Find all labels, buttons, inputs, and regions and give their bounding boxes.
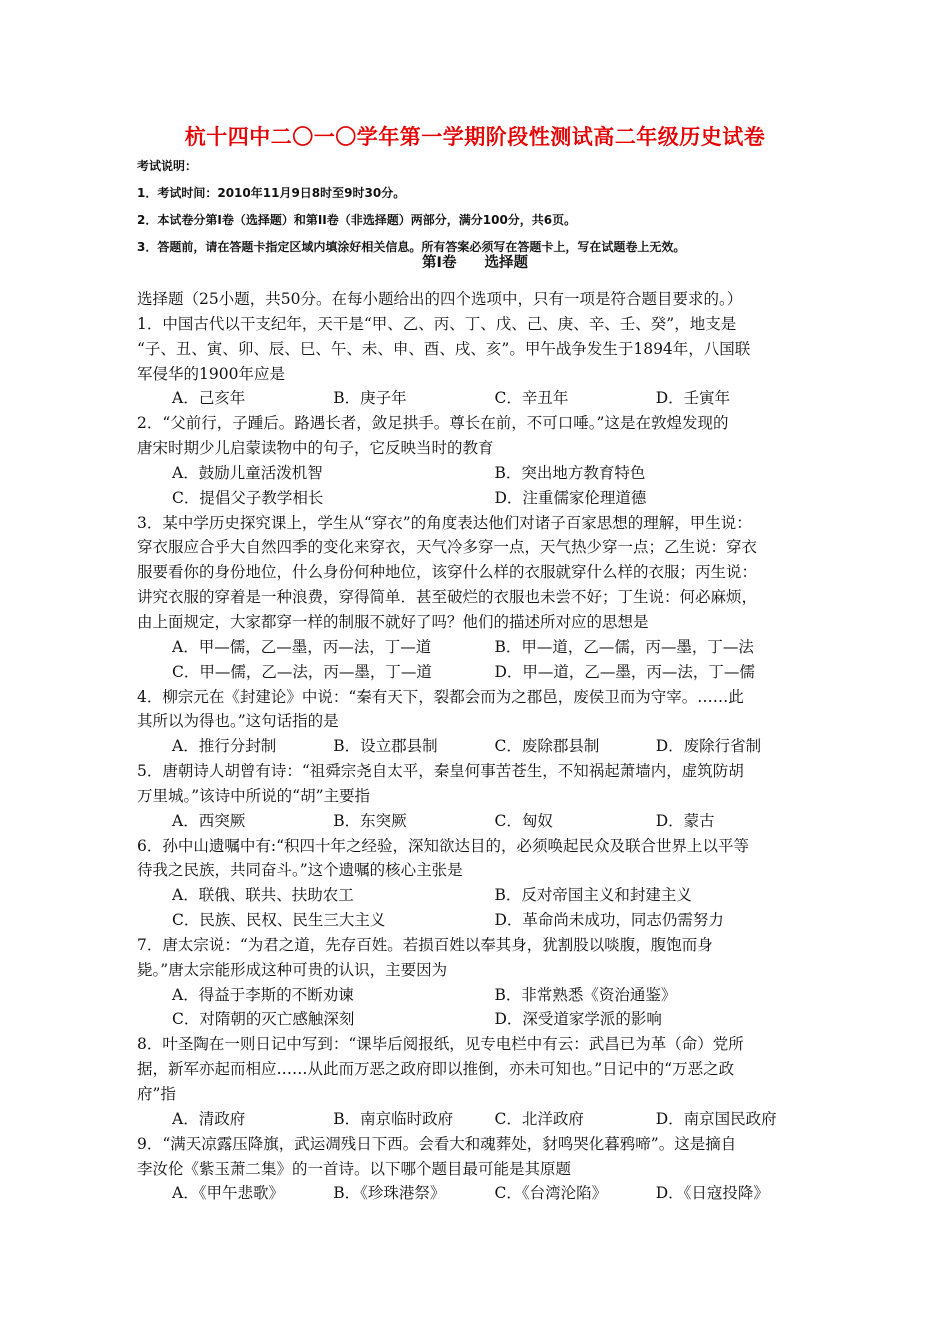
- answer-option: D．南京国民政府: [655, 1109, 777, 1128]
- instruction-item: 1．考试时间：2010年11月9日8时至9时30分。: [137, 186, 406, 200]
- answer-option: C．废除郡县制: [494, 737, 600, 756]
- question-text-line: 5．唐朝诗人胡曾有诗：“祖舜宗尧自太平，秦皇何事苦苍生，不知祸起萧墙内，虚筑防胡: [137, 762, 744, 781]
- question-7: [137, 933, 817, 1032]
- answer-option: A．联俄、联共、扶助农工: [172, 886, 354, 905]
- answer-option: C．北洋政府: [494, 1109, 584, 1128]
- question-text-line: 其所以为得也。”这句话指的是: [137, 712, 339, 731]
- options-row: [137, 486, 817, 511]
- answer-option: B．《珍珠港祭》: [333, 1184, 446, 1203]
- answer-option: A．西突厥: [172, 811, 246, 830]
- answer-option: B．突出地方教育特色: [494, 463, 646, 482]
- question-text-line: 李汝伦《紫玉萧二集》的一首诗。以下哪个题目最可能是其原题: [137, 1159, 572, 1178]
- instructions-header: 考试说明：: [137, 159, 198, 173]
- answer-option: D．革命尚未成功，同志仍需努力: [494, 911, 724, 930]
- questions-body: [137, 287, 817, 1206]
- answer-option: C．甲—儒，乙—法，丙—墨，丁—道: [172, 662, 432, 681]
- question-text-line: 讲究衣服的穿着是一种浪费，穿得简单．甚至破烂的衣服也未尝不好；丁生说：何必麻烦，: [137, 588, 758, 607]
- question-1: [137, 312, 817, 411]
- question-text-line: 待我之民族，共同奋斗。”这个遗嘱的核心主张是: [137, 861, 463, 880]
- question-text-line: 7．唐太宗说：“为君之道，先存百姓。若损百姓以奉其身，犹割股以啖腹，腹饱而身: [137, 935, 713, 954]
- answer-option: C．《台湾沦陷》: [494, 1184, 608, 1203]
- options-row: [137, 908, 817, 933]
- question-5: [137, 759, 817, 834]
- section-heading: [0, 251, 950, 272]
- answer-option: D．《日寇投降》: [655, 1184, 769, 1203]
- answer-option: C．提倡父子教学相长: [172, 488, 324, 507]
- question-6: [137, 834, 817, 933]
- exam-instructions: [137, 153, 837, 261]
- question-text-line: 服要看你的身份地位，什么身份何种地位，该穿什么样的衣服就穿什么样的衣服；丙生说：: [137, 563, 758, 582]
- answer-option: D．蒙古: [655, 811, 715, 830]
- options-row: [137, 660, 817, 685]
- answer-option: D．废除行省制: [655, 737, 762, 756]
- answer-option: A．己亥年: [172, 389, 246, 408]
- question-text-line: 6．孙中山遗嘱中有:“积四十年之经验，深知欲达目的，必须唤起民众及联合世界上以平等: [137, 836, 750, 855]
- question-9: [137, 1132, 817, 1207]
- answer-option: B．非常熟悉《资治通鉴》: [494, 985, 677, 1004]
- question-3: [137, 511, 817, 685]
- section-part: 第Ⅰ卷: [422, 255, 457, 271]
- question-4: [137, 685, 817, 760]
- exam-title: 杭十四中二〇一〇学年第一学期阶段性测试高二年级历史试卷: [184, 125, 766, 149]
- question-text-line: 由上面规定，大家都穿一样的制服不就好了吗？他们的描述所对应的思想是: [137, 612, 649, 631]
- options-row: [137, 386, 817, 411]
- answer-option: C．辛丑年: [494, 389, 569, 408]
- instruction-item: 2．本试卷分第Ⅰ卷（选择题）和第ⅠⅠ卷（非选择题）两部分，满分100分，共6页。: [137, 213, 577, 227]
- options-row: [137, 734, 817, 759]
- answer-option: B．反对帝国主义和封建主义: [494, 886, 692, 905]
- answer-option: A．甲—儒，乙—墨，丙—法，丁—道: [172, 637, 432, 656]
- answer-option: D．注重儒家伦理道德: [494, 488, 647, 507]
- answer-option: D．深受道家学派的影响: [494, 1010, 662, 1029]
- answer-option: B．南京临时政府: [333, 1109, 454, 1128]
- question-text-line: 8．叶圣陶在一则日记中写到：“课毕后阅报纸，见专电栏中有云：武昌已为革（命）党所: [137, 1035, 744, 1054]
- options-row: [137, 809, 817, 834]
- answer-option: B．庚子年: [333, 389, 407, 408]
- question-text-line: 府”指: [137, 1085, 176, 1103]
- question-text-line: 9．“满天凉露压降旗，武运凋残日下西。会看大和魂葬处，豺鸣哭化暮鸦啼”。这是摘自: [137, 1134, 737, 1153]
- answer-option: A．得益于李斯的不断劝谏: [172, 985, 354, 1004]
- answer-option: A．鼓励儿童活泼机智: [172, 463, 323, 482]
- question-text-line: 军侵华的1900年应是: [137, 364, 285, 383]
- question-text-line: 穿衣服应合乎大自然四季的变化来穿衣，天气冷多穿一点，天气热少穿一点；乙生说：穿衣: [137, 538, 758, 557]
- answer-option: C．对隋朝的灭亡感触深刻: [172, 1010, 355, 1029]
- answer-option: A．《甲午悲歌》: [172, 1184, 284, 1203]
- options-row: [137, 461, 817, 486]
- section-name: 选择题: [484, 255, 528, 271]
- options-row: [137, 983, 817, 1008]
- question-text-line: 毙。”唐太宗能形成这种可贵的认识，主要因为: [137, 960, 448, 979]
- question-text-line: 2．“父前行，子踵后。路遇长者，敛足拱手。尊长在前，不可口唾。”这是在敦煌发现的: [137, 414, 729, 433]
- options-row: [137, 1007, 817, 1032]
- question-text-line: 3．某中学历史探究课上，学生从“穿衣”的角度表达他们对诸子百家思想的理解，甲生说：: [137, 513, 752, 532]
- answer-option: B．东突厥: [333, 811, 407, 830]
- question-text-line: “子、丑、寅、卯、辰、巳、午、未、申、酉、戌、亥”。甲午战争发生于1894年，八国联: [137, 339, 751, 358]
- options-row: [137, 1181, 817, 1206]
- answer-option: D．甲—道，乙—墨，丙—法，丁—儒: [494, 662, 755, 681]
- question-text-line: 据，新军亦起而相应……从此而万恶之政府即以推倒，亦未可知也。”日记中的“万恶之政: [137, 1060, 735, 1079]
- section-intro: 选择题（25小题，共50分。在每小题给出的四个选项中，只有一项是符合题目要求的。）: [137, 290, 743, 308]
- answer-option: D．壬寅年: [655, 389, 731, 408]
- answer-option: B．设立郡县制: [333, 737, 438, 756]
- question-text-line: 唐宋时期少儿启蒙读物中的句子，它反映当时的教育: [137, 439, 494, 458]
- question-2: [137, 411, 817, 510]
- answer-option: C．匈奴: [494, 811, 553, 830]
- question-text-line: 4．柳宗元在《封建论》中说：“秦有天下，裂都会而为之郡邑，废侯卫而为守宰。……此: [137, 687, 744, 706]
- answer-option: B．甲—道，乙—儒，丙—墨，丁—法: [494, 637, 754, 656]
- question-text-line: 万里城。”该诗中所说的“胡”主要指: [137, 786, 371, 805]
- options-row: [137, 1107, 817, 1132]
- options-row: [137, 635, 817, 660]
- options-row: [137, 883, 817, 908]
- answer-option: C．民族、民权、民生三大主义: [172, 911, 386, 930]
- answer-option: A．清政府: [172, 1109, 246, 1128]
- question-text-line: 1．中国古代以干支纪年，天干是“甲、乙、丙、丁、戊、己、庚、辛、壬、癸”，地支是: [137, 314, 737, 333]
- instruction-item: 3．答题前，请在答题卡指定区域内填涂好相关信息。所有答案必须写在答题卡上，写在试题卷上无效。: [137, 240, 686, 254]
- question-8: [137, 1032, 817, 1131]
- answer-option: A．推行分封制: [172, 737, 277, 756]
